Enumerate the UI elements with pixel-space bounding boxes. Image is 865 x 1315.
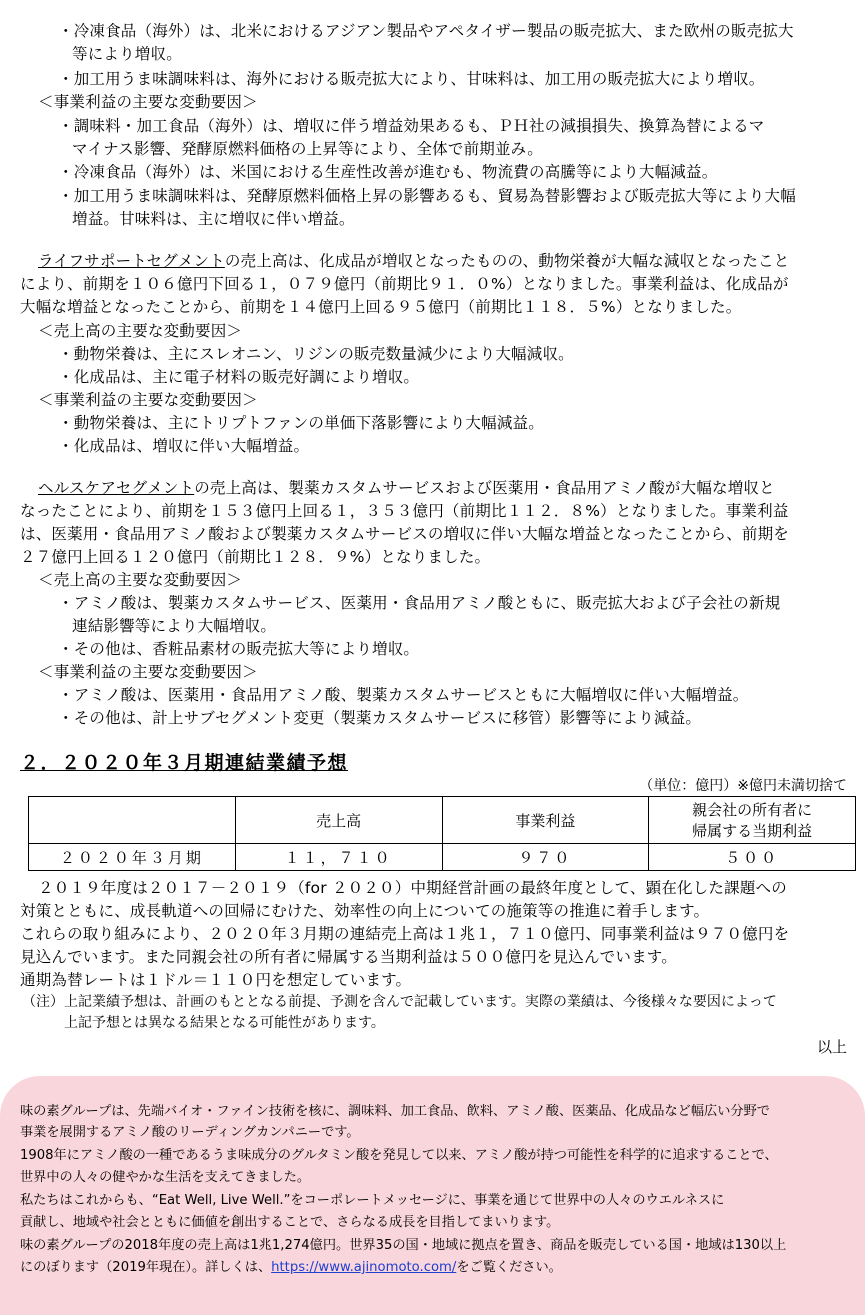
sales-item: ・動物栄養は、主にスレオニン、リジンの販売数量減少により大幅減収。 bbox=[58, 345, 574, 363]
table-header-row bbox=[29, 797, 856, 844]
profit-item: ・加工用うま味調味料は、発酵原燃料価格上昇の影響あるも、貿易為替影響および販売拡大等により大幅 bbox=[58, 187, 796, 205]
profit-item: ・動物栄養は、主にトリプトファンの単価下落影響により大幅減益。 bbox=[58, 414, 544, 432]
sales-factors-header: ＜売上高の主要な変動要因＞ bbox=[38, 322, 243, 340]
box-line: 私たちはこれからも、“Eat Well, Live Well.”をコーポレートメッセージに、事業を通じて世界中の人々のウエルネスに bbox=[20, 1193, 725, 1208]
end-mark: 以上 bbox=[816, 1038, 847, 1056]
healthcare-para-line: ヘルスケアセグメントの売上高は、製薬カスタムサービスおよび医薬用・食品用アミノ酸が大幅な増収と bbox=[38, 479, 775, 497]
forecast-text-line: これらの取り組みにより、２０２０年３月期の連結売上高は１兆１，７１０億円、同事業利益は９７０億円を bbox=[20, 925, 790, 943]
box-line: 事業を展開するアミノ酸のリーディングカンパニーです。 bbox=[20, 1125, 360, 1140]
profit-item: ・冷凍食品（海外）は、米国における生産性改善が進むも、物流費の高騰等により大幅減益。 bbox=[58, 163, 718, 181]
row-label: ２０２０年３月期 bbox=[29, 844, 236, 871]
healthcare-para-line: は、医薬用・食品用アミノ酸および製薬カスタムサービスの増収に伴い大幅な増益となったことから、前期を bbox=[20, 525, 789, 543]
profit-item: ・アミノ酸は、医薬用・食品用アミノ酸、製薬カスタムサービスともに大幅増収に伴い大幅増益。 bbox=[58, 686, 749, 704]
life-support-para-line: ライフサポートセグメントの売上高は、化成品が増収となったものの、動物栄養が大幅な減収となったこと bbox=[38, 252, 790, 270]
forecast-text-line: ２０１９年度は２０１７－２０１９（for ２０２０）中期経営計画の最終年度として、顕在化した課題への bbox=[38, 879, 787, 897]
healthcare-para-line: なったことにより、前期を１５３億円上回る１，３５３億円（前期比１１２．８%）となりました。事業利益 bbox=[20, 502, 789, 520]
sales-item: ・その他は、香粧品素材の販売拡大等により増収。 bbox=[58, 640, 420, 658]
box-line-last: にのぼります（2019年現在）。詳しくは、https://www.ajinomoto.com/をご覧ください。 bbox=[20, 1260, 562, 1275]
profit-item: ・その他は、計上サブセグメント変更（製薬カスタムサービスに移管）影響等により減益。 bbox=[58, 709, 702, 727]
profit-factors-header: ＜事業利益の主要な変動要因＞ bbox=[38, 391, 258, 409]
value-operating-profit: ９７０ bbox=[442, 844, 649, 871]
profit-item: ・化成品は、増収に伴い大幅増益。 bbox=[58, 437, 310, 455]
table-row bbox=[29, 844, 856, 871]
sales-item: ・化成品は、主に電子材料の販売好調により増収。 bbox=[58, 368, 420, 386]
profit-item-cont: 増益。甘味料は、主に増収に伴い増益。 bbox=[72, 210, 355, 228]
header-operating-profit: 事業利益 bbox=[442, 797, 649, 844]
forecast-heading: ２．２０２０年３月期連結業績予想 bbox=[20, 752, 349, 774]
forecast-table bbox=[28, 796, 856, 871]
box-line: 味の素グループは、先端バイオ・ファイン技術を核に、調味料、加工食品、飲料、アミノ酸、医薬品、化成品など幅広い分野で bbox=[20, 1104, 770, 1119]
forecast-text-line: 通期為替レートは１ドル＝１１０円を想定しています。 bbox=[20, 971, 412, 989]
life-support-para-line: により、前期を１０６億円下回る１，０７９億円（前期比９１．０%）となりました。事業利益は、化成品が bbox=[20, 275, 789, 293]
segment-name: ライフサポートセグメント bbox=[38, 252, 225, 270]
box-line: 1908年にアミノ酸の一種であるうま味成分のグルタミン酸を発見して以来、アミノ酸が持つ可能性を科学的に追求することで、 bbox=[20, 1148, 778, 1163]
healthcare-para-line: ２７億円上回る１２０億円（前期比１２８．９%）となりました。 bbox=[20, 548, 491, 566]
profit-factors-header: ＜事業利益の主要な変動要因＞ bbox=[38, 93, 258, 111]
header-net-profit: 親会社の所有者に 帰属する当期利益 bbox=[649, 797, 856, 844]
sales-item-cont: 連結影響等により大幅増収。 bbox=[72, 617, 277, 635]
value-sales: １１，７１０ bbox=[235, 844, 442, 871]
segment-name: ヘルスケアセグメント bbox=[38, 479, 195, 497]
header-sales: 売上高 bbox=[235, 797, 442, 844]
box-line: 世界中の人々の健やかな生活を支えてきました。 bbox=[20, 1170, 311, 1185]
sales-item: ・アミノ酸は、製薬カスタムサービス、医薬用・食品用アミノ酸ともに、販売拡大および子会社の新規 bbox=[58, 594, 781, 612]
profit-item-cont: マイナス影響、発酵原燃料価格の上昇等により、全体で前期並み。 bbox=[72, 140, 544, 158]
value-net-profit: ５００ bbox=[649, 844, 856, 871]
forecast-text-line: 見込んでいます。また同親会社の所有者に帰属する当期利益は５００億円を見込んでいます。 bbox=[20, 948, 677, 966]
unit-note: （単位：億円）※億円未満切捨て bbox=[639, 778, 847, 794]
sales-item: ・冷凍食品（海外）は、北米におけるアジアン製品やアペタイザー製品の販売拡大、また欧州の販売拡大 bbox=[58, 22, 794, 40]
forecast-text-line: 対策とともに、成長軌道への回帰にむけた、効率性の向上についての施策等の推進に着手します。 bbox=[20, 902, 710, 920]
corporate-info-box bbox=[0, 1076, 865, 1315]
sales-factors-header: ＜売上高の主要な変動要因＞ bbox=[38, 571, 243, 589]
life-support-para-line: 大幅な増益となったことから、前期を１４億円上回る９５億円（前期比１１８．５%）となりました。 bbox=[20, 298, 742, 316]
table-corner-cell bbox=[29, 797, 236, 844]
box-line: 味の素グループの2018年度の売上高は1兆1,274億円。世界35の国・地域に拠点を置き、商品を販売している国・地域は130以上 bbox=[20, 1238, 787, 1253]
sales-item-cont: 等により増収。 bbox=[72, 45, 182, 63]
profit-factors-header: ＜事業利益の主要な変動要因＞ bbox=[38, 663, 258, 681]
box-line: 貢献し、地域や社会とともに価値を創出することで、さらなる成長を目指してまいります。 bbox=[20, 1215, 560, 1230]
website-link[interactable]: https://www.ajinomoto.com/ bbox=[271, 1260, 457, 1275]
profit-item: ・調味料・加工食品（海外）は、増収に伴う増益効果あるも、ＰＨ社の減損損失、換算為替によるマ bbox=[58, 117, 765, 135]
disclaimer-note: （注）上記業績予想は、計画のもととなる前提、予測を含んで記載しています。実際の業績は、今後様々な要因によって bbox=[22, 994, 777, 1010]
sales-item: ・加工用うま味調味料は、海外における販売拡大により、甘味料は、加工用の販売拡大により増収。 bbox=[58, 70, 765, 88]
disclaimer-note-cont: 上記予想とは異なる結果となる可能性があります。 bbox=[64, 1015, 385, 1031]
